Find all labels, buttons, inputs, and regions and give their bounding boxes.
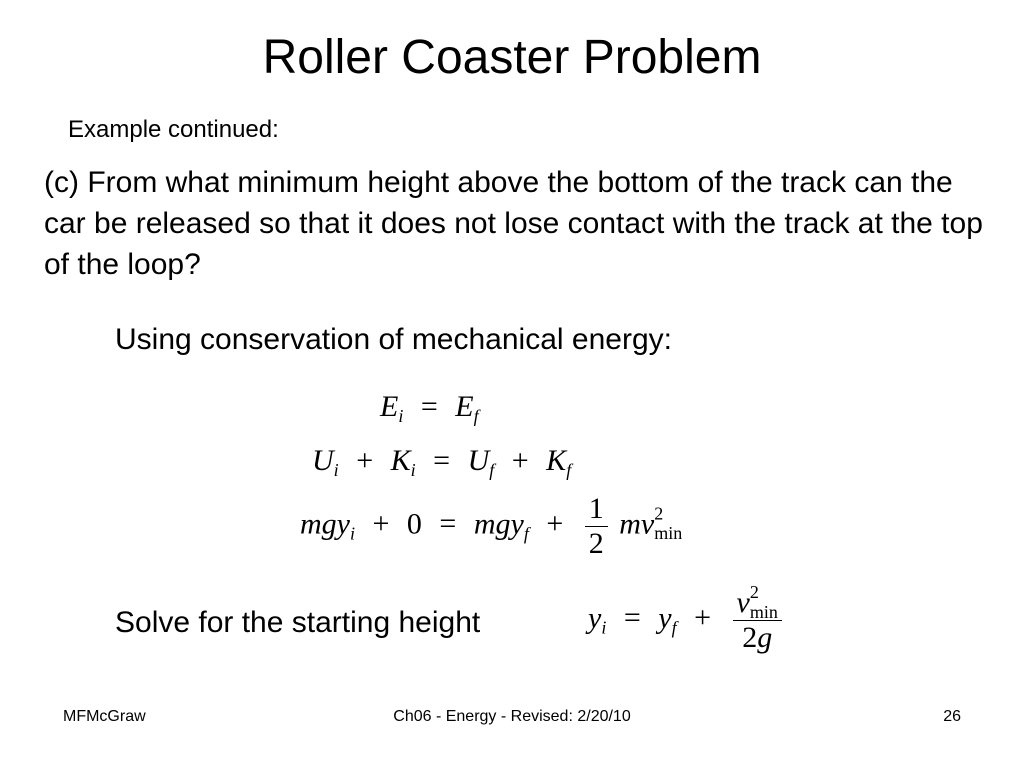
eq4-equals: =	[623, 601, 641, 635]
eq2-term-kf: K	[546, 444, 567, 477]
eq1-lhs: E	[380, 390, 399, 423]
eq3-zero: 0	[406, 507, 422, 541]
eq3-fraction-half: $\frac{1}{2}$	[585, 494, 608, 559]
eq3-term-mv: mv	[619, 507, 655, 541]
eq2-term-ui: U	[312, 444, 334, 477]
eq3-term-mgyf: mgy	[473, 507, 524, 541]
eq1-rhs-sub: f	[473, 406, 479, 426]
solve-text: Solve for the starting height	[115, 606, 481, 639]
eq1-equals: =	[420, 390, 438, 423]
eq3-plus-1: +	[372, 507, 390, 541]
eq4-fraction: $\frac{v^2_{min}}{2g}$	[733, 588, 782, 653]
eq2-term-uf: U	[467, 444, 490, 477]
equation-energy-equality	[380, 390, 479, 426]
eq1-lhs-sub: i	[398, 406, 404, 426]
slide-title: Roller Coaster Problem	[262, 31, 762, 84]
eq3-equals: =	[439, 507, 457, 541]
footer-page-number: 26	[943, 708, 961, 725]
eq2-plus-1: +	[356, 444, 374, 477]
footer-author: MFMcGraw	[63, 708, 146, 725]
eq3-term-mgyi: mgy	[300, 507, 350, 541]
slide-subtitle: Example continued:	[68, 116, 279, 143]
question-text: (c) From what minimum height above the bottom of the track can the car be released so that it does not lose contact with the track at the top of the loop?	[44, 166, 983, 281]
equation-energy-terms: $U_i + K_i = U_f + K_f$	[312, 444, 572, 480]
equation-starting-height: $y_i = y_f$ + $\frac{v^2_{min}}{2g}$	[588, 588, 786, 653]
footer-chapter: Ch06 - Energy - Revised: 2/20/10	[393, 708, 631, 725]
eq4-term-yf: y	[658, 601, 672, 635]
eq4-plus: +	[694, 601, 712, 635]
eq2-equals: =	[433, 444, 451, 477]
method-text: Using conservation of mechanical energy:	[115, 323, 672, 356]
eq2-plus-2: +	[511, 444, 529, 477]
eq4-lhs: y	[588, 601, 602, 635]
eq1-rhs: E	[455, 390, 474, 423]
eq2-term-ki: K	[390, 444, 411, 477]
eq3-plus-2: +	[546, 507, 564, 541]
equation-substituted: mgy$_i$ + 0 = mgy$_f$ + $\frac{1}{2}$ $mv^2_{min}$	[300, 492, 683, 560]
